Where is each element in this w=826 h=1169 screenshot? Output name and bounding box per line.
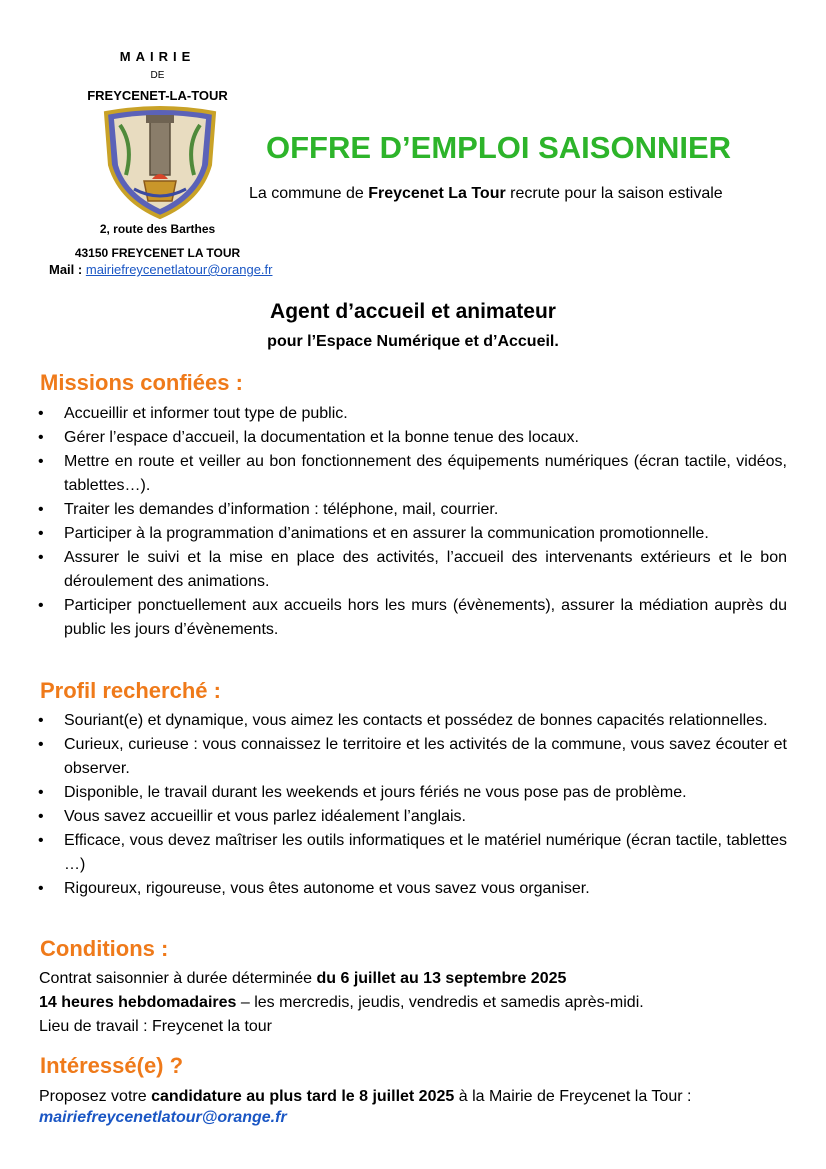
apply-text xyxy=(39,1085,788,1109)
list-item: • Rigoureux, rigoureuse, vous êtes autonome et vous savez vous organiser. xyxy=(38,877,787,901)
offer-title: OFFRE D’EMPLOI SAISONNIER xyxy=(266,130,732,165)
list-item: • Participer à la programmation d’animations et en assurer la communication promotionnelle. xyxy=(38,522,787,546)
offer-intro xyxy=(249,185,723,203)
missions-list xyxy=(38,402,787,642)
profile-list xyxy=(38,709,787,901)
list-item: • Participer ponctuellement aux accueils hors les murs (évènements), assurer la médiation auprès du public les jours d’évènements. xyxy=(38,594,787,642)
apply-text-end: à la Mairie de Freycenet la Tour : xyxy=(454,1088,692,1105)
conditions-hours xyxy=(39,991,799,1015)
apply-text-start: Proposez votre xyxy=(39,1088,152,1105)
address-line-street: 2, route des Barthes xyxy=(99,222,216,236)
list-item: • Traiter les demandes d’information : téléphone, mail, courrier. xyxy=(38,498,787,522)
conditions-heading: Conditions : xyxy=(40,936,169,961)
list-item: • Efficace, vous devez maîtriser les outils informatiques et le matériel numérique (écran tactile, tablettes …) xyxy=(38,829,787,877)
list-item: • Disponible, le travail durant les weekends et jours fériés ne vous pose pas de problème. xyxy=(38,781,787,805)
hours-days: – les mercredis, jeudis, vendredis et samedis après-midi. xyxy=(236,994,644,1011)
job-title: Agent d’accueil et animateur xyxy=(270,300,556,323)
apply-heading: Intéressé(e) ? xyxy=(40,1053,184,1078)
profile-heading: Profil recherché : xyxy=(40,678,221,703)
list-item: • Accueillir et informer tout type de public. xyxy=(38,402,787,426)
hours-value: 14 heures hebdomadaires xyxy=(39,994,237,1011)
list-item: • Curieux, curieuse : vous connaissez le territoire et les activités de la commune, vous savez écouter et observer. xyxy=(38,733,787,781)
list-item: • Souriant(e) et dynamique, vous aimez les contacts et possédez de bonnes capacités relationnelles. xyxy=(38,709,787,733)
list-item: • Gérer l’espace d’accueil, la documentation et la bonne tenue des locaux. xyxy=(38,426,787,450)
mail-link[interactable]: mairiefreycenetlatour@orange.fr xyxy=(85,262,273,277)
commune-name: FREYCENET-LA-TOUR xyxy=(87,88,228,103)
header-mail xyxy=(49,262,272,277)
missions-heading: Missions confiées : xyxy=(40,370,243,395)
apply-email-link[interactable]: mairiefreycenetlatour@orange.fr xyxy=(39,1109,287,1126)
list-item: • Assurer le suivi et la mise en place des activités, l’accueil des intervenants extérieurs et le bon déroulement des animations. xyxy=(38,546,787,594)
apply-deadline: candidature au plus tard le 8 juillet 2025 xyxy=(151,1088,455,1105)
intro-text-end: recrute pour la saison estivale xyxy=(505,185,723,202)
mairie-de-label: DE xyxy=(150,70,165,81)
list-item: • Vous savez accueillir et vous parlez idéalement l’anglais. xyxy=(38,805,787,829)
intro-text-start: La commune de xyxy=(249,185,369,202)
mail-label: Mail : xyxy=(49,262,83,277)
contract-dates: du 6 juillet au 13 septembre 2025 xyxy=(316,970,567,987)
list-item: • Mettre en route et veiller au bon fonctionnement des équipements numériques (écran tactile, vidéos, tablettes…). xyxy=(38,450,787,498)
contract-text: Contrat saisonnier à durée déterminée xyxy=(39,970,317,987)
conditions-contract xyxy=(39,967,799,991)
mairie-label: MAIRIE xyxy=(119,49,196,64)
job-subtitle: pour l’Espace Numérique et d’Accueil. xyxy=(267,333,559,350)
conditions-location: Lieu de travail : Freycenet la tour xyxy=(39,1018,273,1035)
address-line-city: 43150 FREYCENET LA TOUR xyxy=(74,246,241,260)
coat-of-arms-icon xyxy=(100,105,220,220)
intro-commune-name: Freycenet La Tour xyxy=(368,185,506,202)
